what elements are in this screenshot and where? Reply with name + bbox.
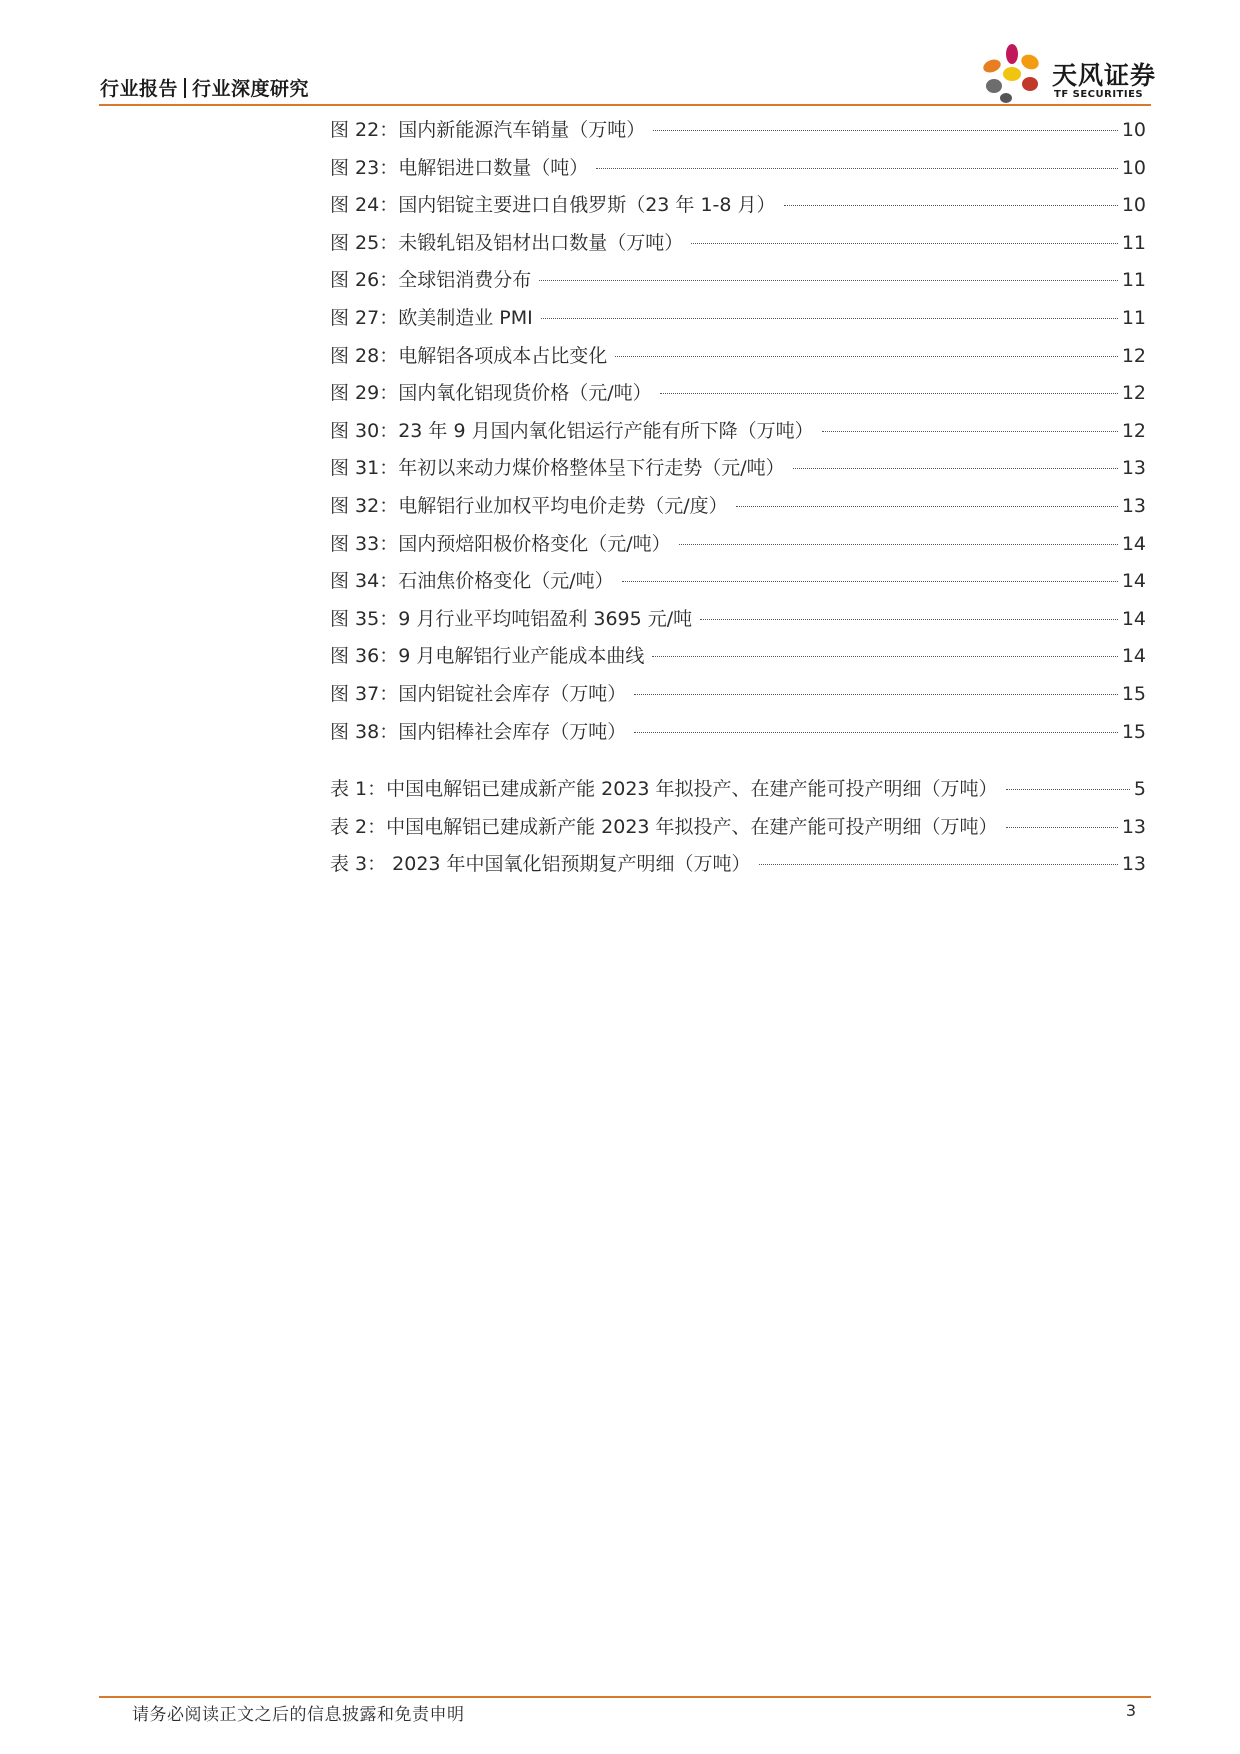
dot-leader [679,544,1118,545]
report-category [100,74,309,101]
toc-entry-page: 13 [1121,494,1146,517]
toc-entry-page: 13 [1121,853,1146,876]
figure-list [330,112,1146,751]
company-logo [978,40,1158,106]
toc-entry-title: 图 29：国内氧化铝现货价格（元/吨） [330,382,652,405]
toc-table-entry[interactable] [330,846,1146,884]
toc-entry-title: 图 38：国内铝棒社会库存（万吨） [330,720,627,743]
toc-figure-entry[interactable] [330,112,1146,150]
dot-leader [784,205,1118,206]
dot-leader [539,280,1118,281]
toc-entry-title: 表 2：中国电解铝已建成新产能 2023 年拟投产、在建产能可投产明细（万吨） [330,815,998,838]
toc-figure-entry[interactable] [330,225,1146,263]
toc-entry-title: 图 23：电解铝进口数量（吨） [330,156,589,179]
dot-leader [541,318,1118,319]
toc-entry-page: 15 [1121,682,1146,705]
toc-table-entry[interactable] [330,809,1146,847]
logo-chinese-name: 天风证券 [1052,61,1157,90]
toc-entry-title: 图 24：国内铝锭主要进口自俄罗斯（23 年 1-8 月） [330,194,776,217]
toc-entry-title: 图 25：未锻轧铝及铝材出口数量（万吨） [330,231,684,254]
dot-leader [653,130,1118,131]
toc-entry-page: 12 [1121,344,1146,367]
toc-entry-page: 12 [1121,419,1146,442]
logo-english-name: TF SECURITIES [1054,89,1144,100]
header-divider [99,104,1151,106]
toc-entry-page: 14 [1121,570,1146,593]
toc-figure-entry[interactable] [330,262,1146,300]
toc-figure-entry[interactable] [330,601,1146,639]
flower-logo-icon [978,40,1050,106]
toc-entry-title: 图 34：石油焦价格变化（元/吨） [330,570,614,593]
footer-disclaimer: 请务必阅读正文之后的信息披露和免责申明 [132,1705,465,1725]
dot-leader [759,864,1118,865]
dot-leader [634,732,1118,733]
toc-entry-title: 图 33：国内预焙阳极价格变化（元/吨） [330,532,671,555]
toc-table-entry[interactable] [330,771,1146,809]
dot-leader [622,581,1118,582]
toc-entry-title: 图 35：9 月行业平均吨铝盈利 3695 元/吨 [330,607,693,630]
toc-entry-title: 表 3： 2023 年中国氧化铝预期复产明细（万吨） [330,853,751,876]
dot-leader [700,619,1118,620]
toc-figure-entry[interactable] [330,338,1146,376]
toc-entry-title: 图 28：电解铝各项成本占比变化 [330,344,608,367]
toc-figure-entry[interactable] [330,375,1146,413]
toc-entry-page: 14 [1121,532,1146,555]
toc-entry-title: 图 31：年初以来动力煤价格整体呈下行走势（元/吨） [330,457,785,480]
toc-entry-title: 图 32：电解铝行业加权平均电价走势（元/度） [330,494,728,517]
dot-leader [1006,827,1118,828]
toc-entry-page: 12 [1121,382,1146,405]
toc-entry-page: 13 [1121,815,1146,838]
toc-entry-title: 图 37：国内铝锭社会库存（万吨） [330,682,627,705]
toc-entry-title: 图 27：欧美制造业 PMI [330,306,533,329]
dot-leader [1006,789,1130,790]
toc-entry-page: 14 [1121,645,1146,668]
toc-entry-page: 10 [1121,156,1146,179]
toc-entry-title: 图 30：23 年 9 月国内氧化铝运行产能有所下降（万吨） [330,419,814,442]
toc-entry-page: 10 [1121,194,1146,217]
toc-entry-title: 表 1：中国电解铝已建成新产能 2023 年拟投产、在建产能可投产明细（万吨） [330,778,998,801]
toc-entry-title: 图 26：全球铝消费分布 [330,269,532,292]
page-number: 3 [1125,1701,1136,1720]
dot-leader [736,506,1118,507]
toc-entry-page: 11 [1121,269,1146,292]
toc-entry-page: 10 [1121,119,1146,141]
toc-entry-page: 11 [1121,306,1146,329]
toc-figure-entry[interactable] [330,488,1146,526]
footer-divider [99,1696,1151,1698]
dot-leader [652,656,1117,657]
list-gap [330,751,1146,771]
toc-entry-page: 11 [1121,231,1146,254]
dot-leader [691,243,1118,244]
toc-entry-title: 图 22：国内新能源汽车销量（万吨） [330,119,646,141]
toc-figure-entry[interactable] [330,450,1146,488]
toc-entry-page: 14 [1121,607,1146,630]
toc-entry-page: 5 [1133,778,1146,801]
dot-leader [793,468,1118,469]
toc-figure-entry[interactable] [330,187,1146,225]
report-subtype: 行业深度研究 [192,78,310,100]
toc-figure-entry[interactable] [330,714,1146,752]
toc-figure-entry[interactable] [330,676,1146,714]
toc-figure-entry[interactable] [330,413,1146,451]
toc-figure-entry[interactable] [330,526,1146,564]
report-type: 行业报告 [100,78,179,100]
toc-figure-entry[interactable] [330,563,1146,601]
toc-figure-entry[interactable] [330,150,1146,188]
table-list [330,771,1146,884]
dot-leader [615,356,1118,357]
toc-entry-title: 图 36：9 月电解铝行业产能成本曲线 [330,645,645,668]
dot-leader [596,168,1118,169]
dot-leader [660,393,1118,394]
dot-leader [634,694,1118,695]
header-separator [184,78,186,98]
toc-figure-entry[interactable] [330,300,1146,338]
dot-leader [822,431,1118,432]
page-header [0,0,1240,110]
toc-entry-page: 13 [1121,457,1146,480]
toc-figure-entry[interactable] [330,638,1146,676]
toc-entry-page: 15 [1121,720,1146,743]
table-of-contents [330,112,1146,884]
